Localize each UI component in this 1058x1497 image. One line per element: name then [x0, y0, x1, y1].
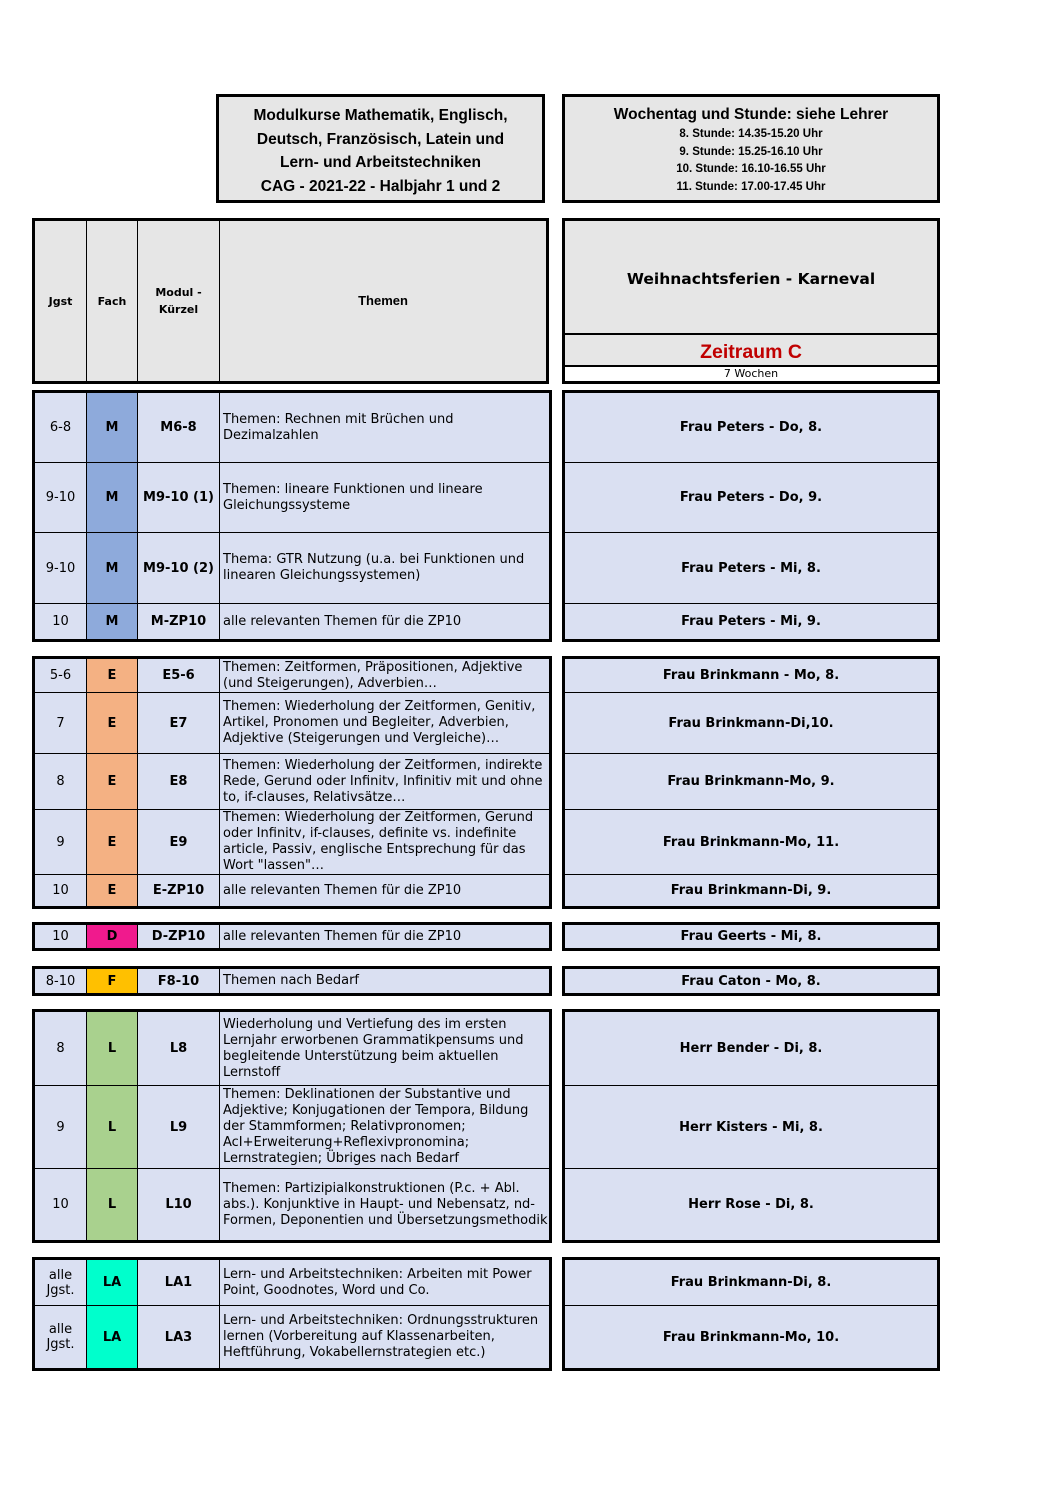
title-line-2: Deutsch, Französisch, Latein und: [256, 130, 505, 148]
module-group-table: [32, 1257, 552, 1371]
jgst-cell: 10: [34, 604, 87, 641]
table-row: [34, 1011, 551, 1086]
teacher-row: [564, 1169, 939, 1242]
modul-cell: E9: [138, 810, 220, 875]
table-row: [34, 1169, 551, 1242]
modul-cell: L9: [138, 1086, 220, 1169]
table-row: [34, 754, 551, 810]
jgst-cell: 10: [34, 924, 87, 950]
teacher-cell: Frau Brinkmann-Mo, 11.: [564, 810, 939, 875]
teacher-row: [564, 968, 939, 995]
modul-cell: M6-8: [138, 392, 220, 463]
themen-cell: alle relevanten Themen für die ZP10: [220, 924, 551, 950]
module-group-table: [32, 1009, 552, 1243]
teacher-row: [564, 392, 939, 463]
title-line-3: Lern- und Arbeitstechniken: [280, 154, 481, 171]
teacher-group-table: [562, 1257, 940, 1371]
fach-cell: M: [87, 392, 138, 463]
themen-cell: Thema: GTR Nutzung (u.a. bei Funktionen und linearen Gleichungssystemen): [220, 533, 551, 604]
fach-cell: F: [87, 968, 138, 995]
schedule-info-box: [562, 94, 940, 203]
module-group-table: [32, 390, 552, 642]
table-row: [34, 604, 551, 641]
themen-cell: Themen: Deklinationen der Substantive und Adjektive; Konjugationen der Tempora, Bildung der Stammformen; Relativpronomen; AcI+Erweiterung+Reflexivpronomina; Lernstrategien; Übriges nach Bedarf: [220, 1086, 551, 1169]
module-group-table: [32, 922, 552, 951]
jgst-cell: 8: [34, 1011, 87, 1086]
teacher-cell: Frau Brinkmann - Mo, 8.: [564, 658, 939, 693]
header-modul-line1: Modul -: [155, 286, 202, 299]
fach-cell: E: [87, 754, 138, 810]
jgst-cell: 6-8: [34, 392, 87, 463]
header-jgst: Jgst: [48, 294, 73, 308]
jgst-cell: 9-10: [34, 463, 87, 533]
schedule-info-title: Wochentag und Stunde: siehe Lehrer: [613, 106, 889, 123]
header-fach: Fach: [97, 294, 127, 308]
period-header: [562, 218, 940, 384]
teacher-row: [564, 1259, 939, 1306]
modul-cell: M-ZP10: [138, 604, 220, 641]
teacher-cell: Frau Caton - Mo, 8.: [564, 968, 939, 995]
teacher-cell: Frau Peters - Mi, 8.: [564, 533, 939, 604]
jgst-cell: 8-10: [34, 968, 87, 995]
header-modul-line2: Kürzel: [158, 303, 199, 316]
table-row: [34, 810, 551, 875]
fach-cell: LA: [87, 1259, 138, 1306]
teacher-row: [564, 875, 939, 908]
themen-cell: Themen: Wiederholung der Zeitformen, Genitiv, Artikel, Pronomen und Begleiter, Adverbien, Adjektive (Steigerungen und Vergleiche)…: [220, 693, 551, 754]
lesson-time: 9. Stunde: 15.25-16.10 Uhr: [679, 145, 823, 158]
themen-cell: Lern- und Arbeitstechniken: Ordnungsstrukturen lernen (Vorbereitung auf Klassenarbeiten, Heftführung, Vokabellernstrategien etc.): [220, 1306, 551, 1370]
table-row: [34, 924, 551, 950]
teacher-group-table: [562, 1009, 940, 1243]
weeks-label: 7 Wochen: [565, 367, 937, 381]
themen-cell: Themen: Wiederholung der Zeitformen, indirekte Rede, Gerund oder Infinitv, Infinitiv mit und ohne to, if-clauses, Relativsätze…: [220, 754, 551, 810]
teacher-cell: Frau Brinkmann-Di,10.: [564, 693, 939, 754]
jgst-cell: 9-10: [34, 533, 87, 604]
teacher-cell: Frau Geerts - Mi, 8.: [564, 924, 939, 950]
teacher-row: [564, 754, 939, 810]
modul-cell: M9-10 (1): [138, 463, 220, 533]
teacher-group-table: [562, 966, 940, 996]
table-row: [34, 1086, 551, 1169]
teacher-cell: Frau Peters - Do, 9.: [564, 463, 939, 533]
title-box: [216, 94, 545, 203]
zeitraum-label: Zeitraum C: [565, 337, 937, 367]
teacher-cell: Frau Peters - Do, 8.: [564, 392, 939, 463]
lesson-time: 8. Stunde: 14.35-15.20 Uhr: [679, 128, 823, 140]
teacher-group-table: [562, 922, 940, 951]
jgst-cell: alle Jgst.: [34, 1306, 87, 1370]
module-group-table: [32, 966, 552, 996]
header-themen: Themen: [220, 220, 548, 383]
modul-cell: F8-10: [138, 968, 220, 995]
module-table-header: [32, 218, 549, 384]
jgst-cell: 7: [34, 693, 87, 754]
modul-cell: E5-6: [138, 658, 220, 693]
modul-cell: LA3: [138, 1306, 220, 1370]
teacher-row: [564, 693, 939, 754]
jgst-cell: 10: [34, 875, 87, 908]
teacher-cell: Frau Brinkmann-Di, 9.: [564, 875, 939, 908]
table-row: [34, 1259, 551, 1306]
teacher-row: [564, 1306, 939, 1370]
fach-cell: M: [87, 604, 138, 641]
themen-cell: alle relevanten Themen für die ZP10: [220, 875, 551, 908]
table-row: [34, 533, 551, 604]
jgst-cell: 8: [34, 754, 87, 810]
fach-cell: L: [87, 1011, 138, 1086]
fach-cell: M: [87, 463, 138, 533]
teacher-row: [564, 604, 939, 641]
jgst-cell: alle Jgst.: [34, 1259, 87, 1306]
fach-cell: E: [87, 875, 138, 908]
themen-cell: Themen: lineare Funktionen und lineare Gleichungssysteme: [220, 463, 551, 533]
fach-cell: E: [87, 810, 138, 875]
teacher-cell: Frau Brinkmann-Mo, 10.: [564, 1306, 939, 1370]
modul-cell: L8: [138, 1011, 220, 1086]
title-line-4: CAG - 2021-22 - Halbjahr 1 und 2: [260, 177, 501, 195]
teacher-cell: Herr Bender - Di, 8.: [564, 1011, 939, 1086]
lesson-time: 10. Stunde: 16.10-16.55 Uhr: [676, 163, 826, 175]
themen-cell: alle relevanten Themen für die ZP10: [220, 604, 551, 641]
jgst-cell: 9: [34, 1086, 87, 1169]
table-row: [34, 968, 551, 995]
themen-cell: Themen: Zeitformen, Präpositionen, Adjektive (und Steigerungen), Adverbien…: [220, 658, 551, 693]
jgst-cell: 5-6: [34, 658, 87, 693]
fach-cell: M: [87, 533, 138, 604]
fach-cell: D: [87, 924, 138, 950]
modul-cell: M9-10 (2): [138, 533, 220, 604]
modul-cell: LA1: [138, 1259, 220, 1306]
themen-cell: Wiederholung und Vertiefung des im ersten Lernjahr erworbenen Grammatikpensums und begleitende Unterstützung beim aktuellen Lernstoff: [220, 1011, 551, 1086]
fach-cell: LA: [87, 1306, 138, 1370]
jgst-cell: 10: [34, 1169, 87, 1242]
teacher-group-table: [562, 656, 940, 909]
teacher-cell: Herr Rose - Di, 8.: [564, 1169, 939, 1242]
teacher-cell: Frau Brinkmann-Di, 8.: [564, 1259, 939, 1306]
teacher-group-table: [562, 390, 940, 642]
title-line-1: Modulkurse Mathematik, Englisch,: [253, 107, 508, 124]
teacher-row: [564, 1086, 939, 1169]
teacher-row: [564, 924, 939, 950]
table-row: [34, 1306, 551, 1370]
table-row: [34, 463, 551, 533]
table-row: [34, 392, 551, 463]
modul-cell: E8: [138, 754, 220, 810]
fach-cell: E: [87, 693, 138, 754]
themen-cell: Themen: Partizipialkonstruktionen (P.c. + Abl. abs.). Konjunktive in Haupt- und Nebensatz, nd-Formen, Deponentien und Übersetzungsmethodik: [220, 1169, 551, 1242]
teacher-cell: Frau Brinkmann-Mo, 9.: [564, 754, 939, 810]
teacher-cell: Frau Peters - Mi, 9.: [564, 604, 939, 641]
modul-cell: E7: [138, 693, 220, 754]
teacher-row: [564, 533, 939, 604]
teacher-row: [564, 1011, 939, 1086]
modul-cell: E-ZP10: [138, 875, 220, 908]
teacher-row: [564, 810, 939, 875]
themen-cell: Lern- und Arbeitstechniken: Arbeiten mit Power Point, Goodnotes, Word und Co.: [220, 1259, 551, 1306]
fach-cell: L: [87, 1086, 138, 1169]
table-row: [34, 693, 551, 754]
jgst-cell: 9: [34, 810, 87, 875]
fach-cell: L: [87, 1169, 138, 1242]
themen-cell: Themen nach Bedarf: [220, 968, 551, 995]
themen-cell: Themen: Rechnen mit Brüchen und Dezimalzahlen: [220, 392, 551, 463]
modul-cell: L10: [138, 1169, 220, 1242]
themen-cell: Themen: Wiederholung der Zeitformen, Gerund oder Infinitv, if-clauses, definite vs. indefinite article, Passiv, englische Entsprechung für das Wort "lassen"…: [220, 810, 551, 875]
fach-cell: E: [87, 658, 138, 693]
module-group-table: [32, 656, 552, 909]
teacher-row: [564, 658, 939, 693]
modul-cell: D-ZP10: [138, 924, 220, 950]
period-title: Weihnachtsferien - Karneval: [565, 221, 937, 335]
table-row: [34, 658, 551, 693]
teacher-row: [564, 463, 939, 533]
table-row: [34, 875, 551, 908]
teacher-cell: Herr Kisters - Mi, 8.: [564, 1086, 939, 1169]
lesson-time: 11. Stunde: 17.00-17.45 Uhr: [676, 180, 826, 193]
